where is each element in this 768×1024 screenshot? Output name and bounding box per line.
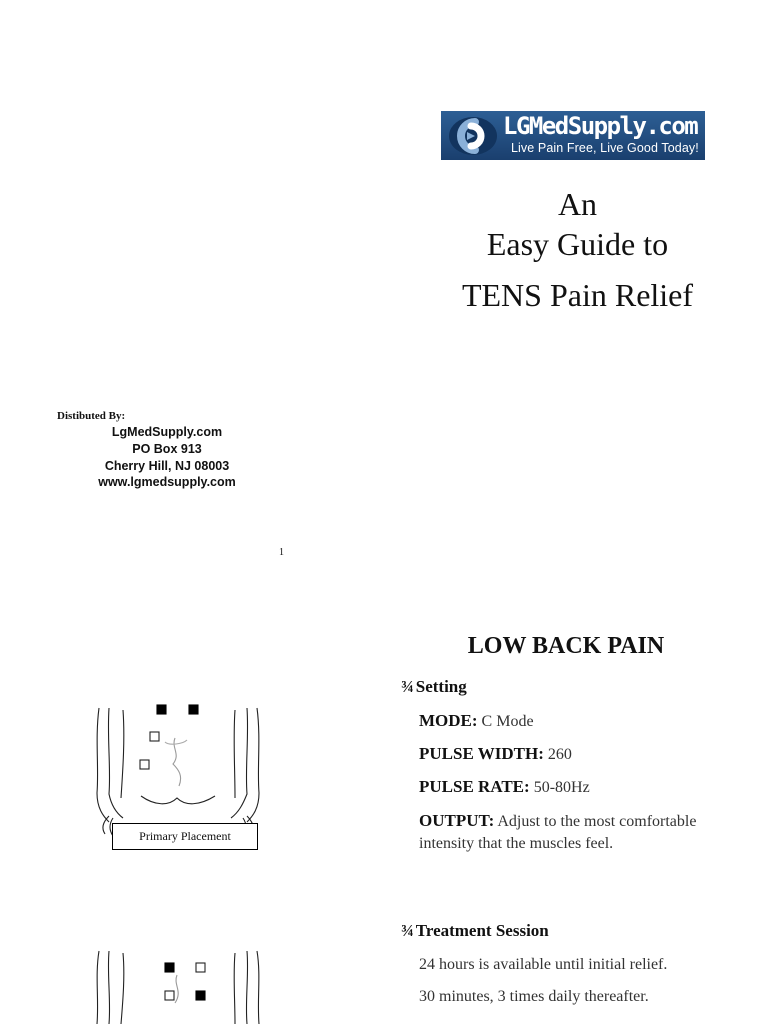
setting-label: PULSE RATE: <box>419 777 530 796</box>
alternate-electrode-placement-illustration <box>85 945 265 1024</box>
distributor-label: Distibuted By: <box>57 410 126 422</box>
bullet-symbol: ¾ <box>401 677 414 696</box>
setting-value: C Mode <box>481 713 534 730</box>
distributor-name: LgMedSupply.com <box>111 425 223 439</box>
setting-label: OUTPUT: <box>419 811 495 830</box>
section-title: LOW BACK PAIN <box>467 633 665 659</box>
treatment-line-2: 30 minutes, 3 times daily thereafter. <box>419 988 649 1005</box>
treatment-line-1: 24 hours is available until initial relief. <box>419 956 668 973</box>
treatment-heading-text: Treatment Session <box>415 921 549 940</box>
lgmedsupply-logo <box>441 111 705 160</box>
page-number: 1 <box>279 547 284 558</box>
lower-back-electrode-placement-illustration <box>85 698 265 838</box>
title-line-3: TENS Pain Relief <box>461 277 694 313</box>
setting-heading-text: Setting <box>415 677 467 696</box>
setting-pulse-rate <box>419 776 719 799</box>
setting-value: 260 <box>547 746 572 763</box>
setting-pulse-width <box>419 743 719 766</box>
setting-heading <box>401 677 467 697</box>
setting-value: 50-80Hz <box>533 779 590 796</box>
logo-name: LGMedSupply.com <box>503 112 698 140</box>
distributor-address-2: Cherry Hill, NJ 08003 <box>104 459 230 473</box>
setting-output <box>419 810 709 855</box>
logo-tagline: Live Pain Free, Live Good Today! <box>511 141 699 155</box>
distributor-website: www.lgmedsupply.com <box>98 475 236 489</box>
setting-label: PULSE WIDTH: <box>419 744 544 763</box>
primary-placement-caption: Primary Placement <box>112 823 258 850</box>
title-line-1: An <box>557 186 598 222</box>
lg-swirl-logo-icon <box>445 114 501 158</box>
setting-label: MODE: <box>419 711 478 730</box>
setting-value: Adjust to the most comfortable intensity that the muscles feel. <box>419 813 697 852</box>
distributor-address-1: PO Box 913 <box>132 442 202 456</box>
bullet-symbol: ¾ <box>401 921 414 940</box>
setting-mode <box>419 710 719 733</box>
treatment-heading <box>401 921 549 941</box>
title-line-2: Easy Guide to <box>486 226 669 262</box>
